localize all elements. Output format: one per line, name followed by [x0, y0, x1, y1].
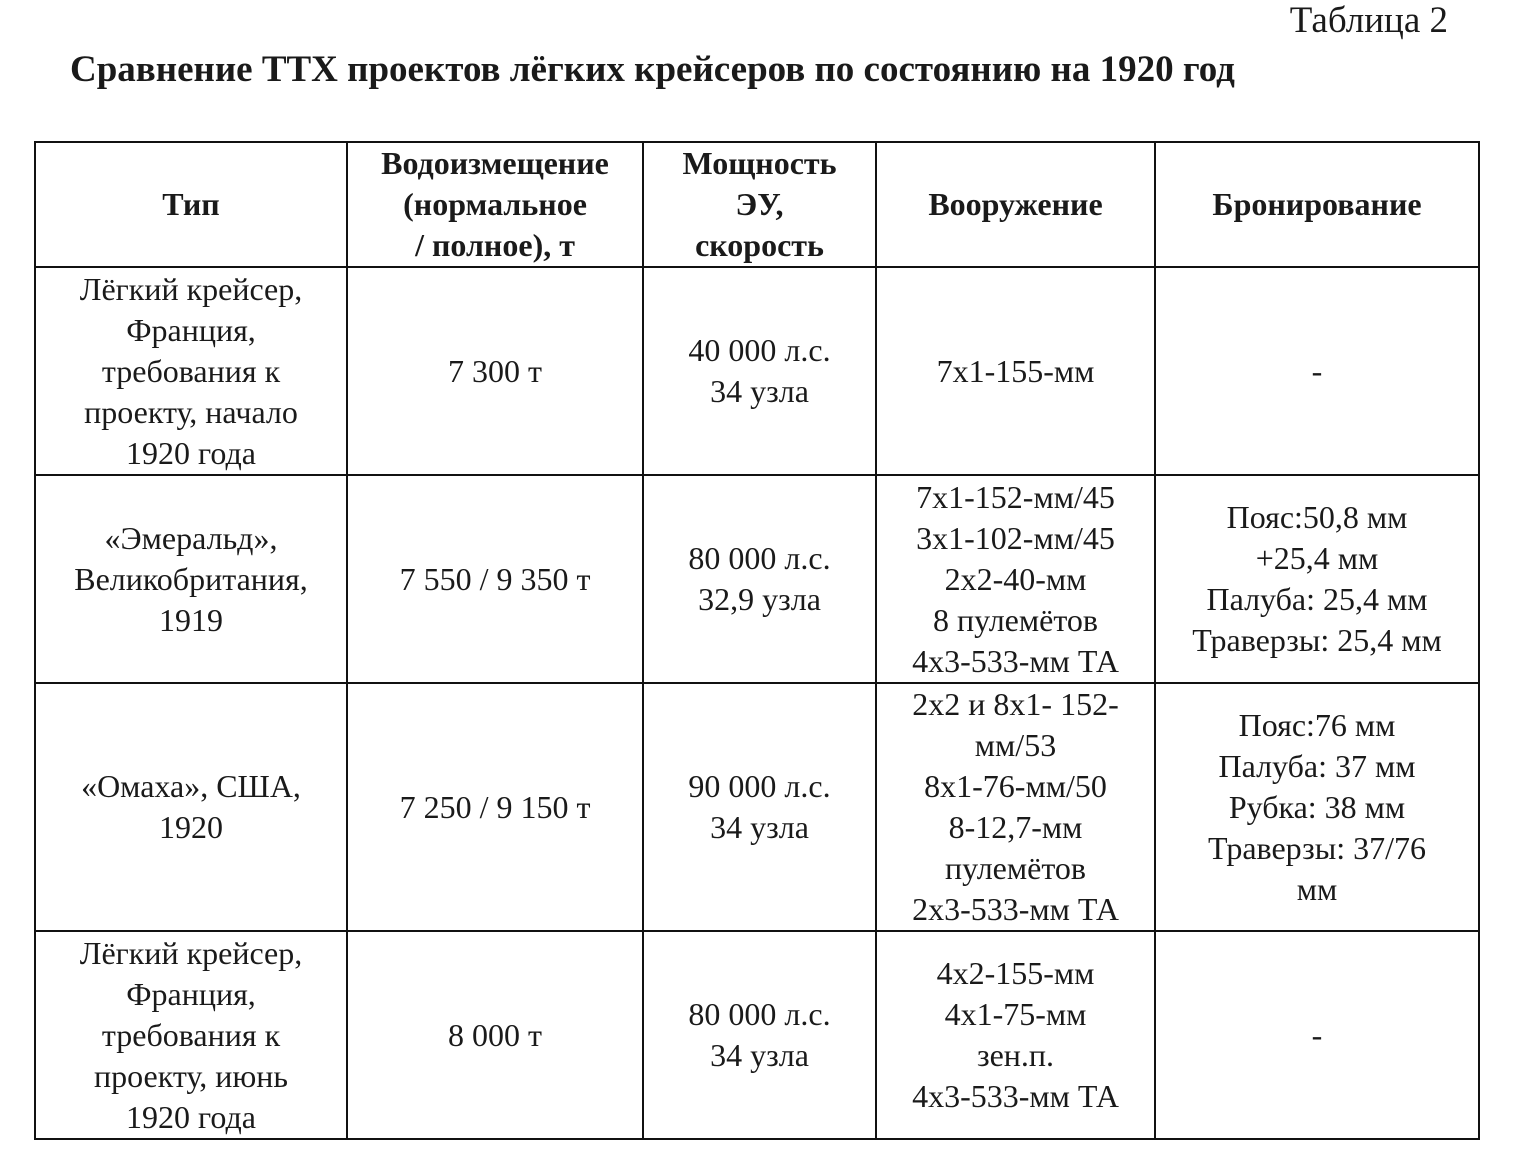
- cell-line: 34 узла: [710, 809, 809, 845]
- cell-displacement: [347, 267, 643, 475]
- cell-line: Лёгкий крейсер,: [79, 270, 303, 307]
- cell-displacement: [347, 475, 643, 683]
- table-row: [35, 267, 1479, 475]
- cell-line: Пояс:50,8 мм: [1226, 499, 1408, 535]
- cell-line: 8х1-76-мм/50: [924, 768, 1107, 804]
- cell-type: [35, 475, 347, 683]
- cell-line: пулемётов: [944, 850, 1086, 886]
- cell-line: Рубка: 38 мм: [1228, 788, 1406, 825]
- table-number: Таблица 2: [1289, 0, 1448, 41]
- cell-armament: [876, 475, 1155, 683]
- cell-line: зен.п.: [976, 1037, 1055, 1073]
- cell-line: 80 000 л.с.: [688, 996, 831, 1032]
- cell-line: мм/53: [974, 727, 1057, 763]
- cell-line: -: [1311, 1016, 1323, 1053]
- cell-line: 7х1-152-мм/45: [916, 478, 1115, 515]
- cell-armor: [1155, 931, 1479, 1139]
- cell-line: 2х2-40-мм: [944, 560, 1087, 597]
- cell-line: 34 узла: [710, 1037, 809, 1073]
- cell-line: Тип: [162, 186, 220, 222]
- cell-line: Мощность: [682, 145, 837, 181]
- cell-line: 1920 года: [126, 434, 256, 471]
- cell-armament: [876, 267, 1155, 475]
- table-row: [35, 931, 1479, 1139]
- cell-armor: [1155, 267, 1479, 475]
- header-cell: [347, 142, 643, 267]
- document-title: Сравнение ТТХ проектов лёгких крейсеров по состоянию на 1920 год: [70, 49, 1235, 90]
- header-cell: [35, 142, 347, 267]
- cell-line: 4х3-533-мм ТА: [912, 1078, 1119, 1114]
- cell-line: -: [1311, 352, 1323, 389]
- cell-line: Великобритания,: [74, 560, 308, 597]
- cell-line: 1919: [159, 601, 223, 638]
- cell-line: Франция,: [126, 311, 256, 348]
- cell-type: [35, 267, 347, 475]
- cell-line: 7 550 / 9 350 т: [399, 560, 591, 597]
- cell-line: +25,4 мм: [1255, 540, 1379, 576]
- cell-line: 2х3-533-мм ТА: [912, 891, 1119, 927]
- cell-displacement: [347, 931, 643, 1139]
- cell-line: Бронирование: [1212, 186, 1422, 222]
- cell-line: Траверзы: 37/76: [1208, 829, 1426, 866]
- header-cell: [1155, 142, 1479, 267]
- cell-power-speed: [643, 267, 876, 475]
- cell-line: / полное), т: [415, 227, 575, 263]
- cell-line: 4х3-533-мм ТА: [912, 642, 1119, 679]
- cell-line: мм: [1296, 870, 1338, 907]
- cell-line: 8-12,7-мм: [948, 809, 1083, 845]
- cruiser-comparison-table: [34, 141, 1480, 1140]
- table-row: [35, 475, 1479, 683]
- cell-line: 7х1-155-мм: [936, 352, 1095, 389]
- cell-line: Пояс:76 мм: [1238, 706, 1396, 743]
- cell-line: 80 000 л.с.: [688, 540, 831, 576]
- cell-line: 8 пулемётов: [932, 601, 1098, 638]
- cell-power-speed: [643, 683, 876, 931]
- header-cell: [643, 142, 876, 267]
- cell-line: 8 000 т: [448, 1016, 542, 1053]
- cell-line: «Омаха», США,: [81, 768, 301, 804]
- cell-armament: [876, 683, 1155, 931]
- cell-line: проекту, июнь: [94, 1057, 288, 1094]
- cell-line: 7 300 т: [448, 352, 542, 389]
- cell-line: Вооружение: [928, 186, 1103, 222]
- cell-power-speed: [643, 475, 876, 683]
- cell-armor: [1155, 683, 1479, 931]
- cell-line: 90 000 л.с.: [688, 768, 831, 804]
- cell-line: 2х2 и 8х1- 152-: [912, 686, 1119, 722]
- cell-line: ЭУ,: [735, 186, 784, 222]
- cell-line: 7 250 / 9 150 т: [399, 788, 591, 825]
- cell-power-speed: [643, 931, 876, 1139]
- cell-line: 34 узла: [710, 373, 809, 409]
- cell-line: «Эмеральд»,: [104, 519, 278, 556]
- cell-line: требования к: [101, 1016, 281, 1053]
- cell-line: 3х1-102-мм/45: [916, 519, 1115, 556]
- cell-line: скорость: [695, 227, 824, 263]
- cell-line: 4х2-155-мм: [936, 955, 1095, 991]
- header-cell: [876, 142, 1155, 267]
- cell-line: Палуба: 25,4 мм: [1206, 581, 1428, 617]
- cell-line: Водоизмещение: [381, 145, 609, 181]
- cell-type: [35, 683, 347, 931]
- cell-line: требования к: [101, 352, 281, 389]
- cell-type: [35, 931, 347, 1139]
- cell-line: 40 000 л.с.: [688, 332, 831, 368]
- cell-line: проекту, начало: [84, 393, 298, 430]
- cell-line: Траверзы: 25,4 мм: [1192, 622, 1442, 658]
- cell-line: (нормальное: [403, 186, 587, 222]
- cell-armor: [1155, 475, 1479, 683]
- cell-armament: [876, 931, 1155, 1139]
- table-row: [35, 683, 1479, 931]
- cell-displacement: [347, 683, 643, 931]
- cell-line: 1920 года: [126, 1098, 256, 1135]
- cell-line: 1920: [159, 809, 223, 845]
- cell-line: Франция,: [126, 975, 256, 1012]
- cell-line: Палуба: 37 мм: [1218, 747, 1416, 784]
- cell-line: 32,9 узла: [698, 581, 821, 617]
- table-header-row: [35, 142, 1479, 267]
- cell-line: 4х1-75-мм: [944, 996, 1087, 1032]
- cell-line: Лёгкий крейсер,: [79, 934, 303, 971]
